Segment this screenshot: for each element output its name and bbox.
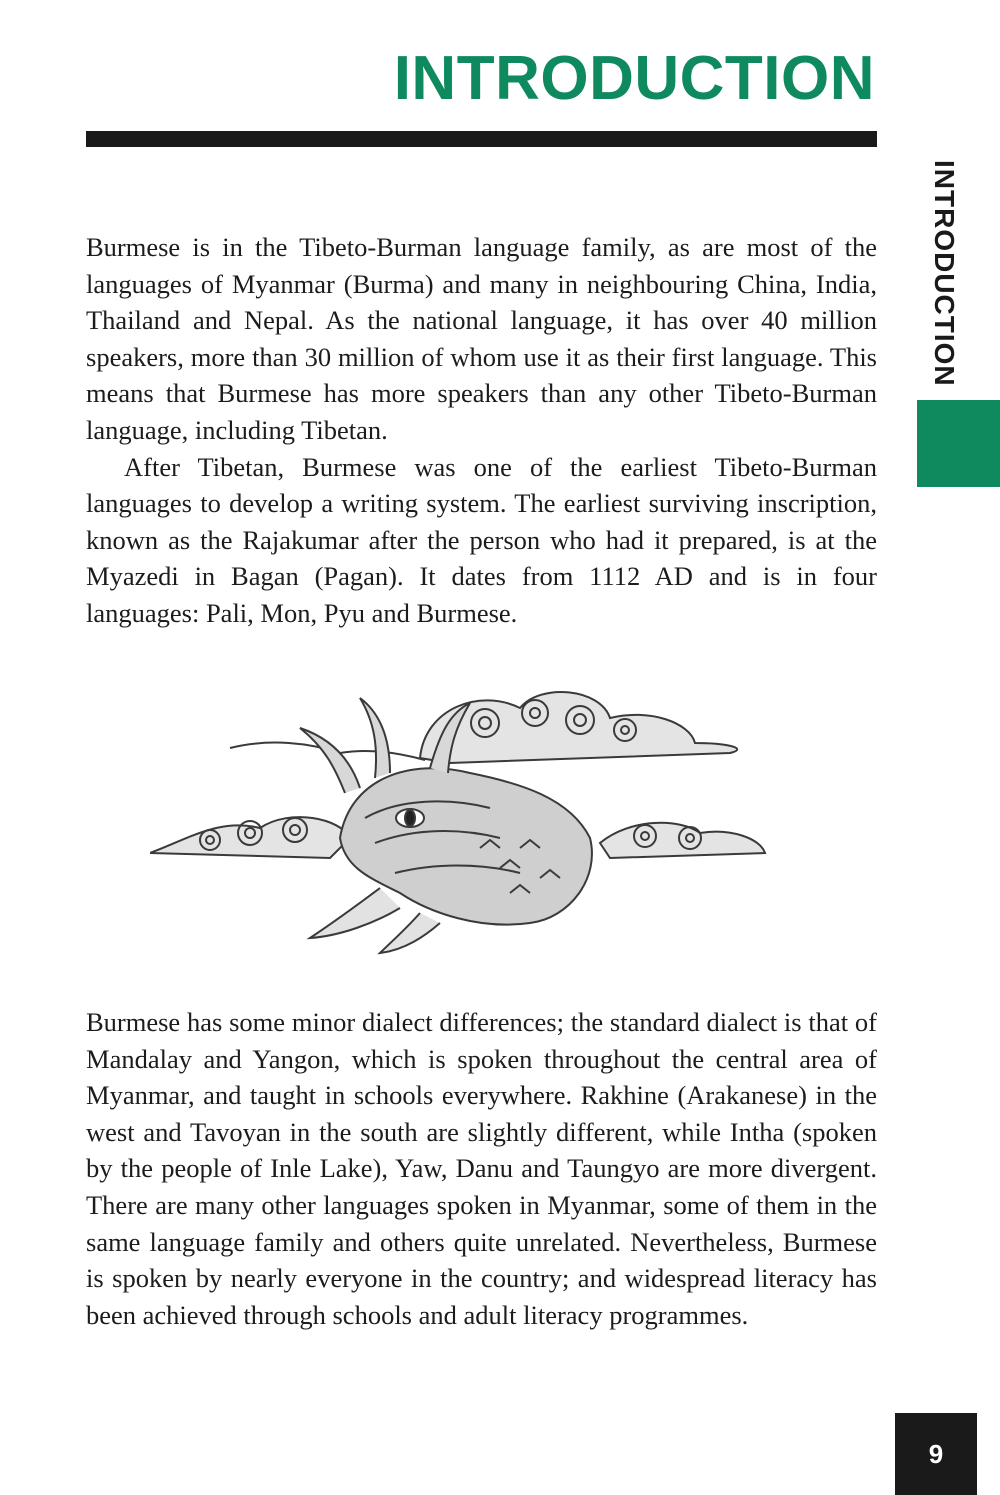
side-tab-marker bbox=[917, 400, 1000, 487]
page-number-box bbox=[895, 1413, 977, 1495]
dialect-section bbox=[86, 1004, 877, 1333]
naga-dragon-illustration bbox=[150, 668, 770, 968]
intro-section bbox=[86, 229, 877, 632]
page-title: INTRODUCTION bbox=[393, 44, 875, 113]
title-rule bbox=[86, 131, 877, 147]
side-tab-label: INTRODUCTION bbox=[929, 160, 960, 387]
page-number: 9 bbox=[928, 1438, 944, 1469]
paragraph: After Tibetan, Burmese was one of the earliest Tibeto-Burman languages to develop a writing system. The earliest surviving inscription, known as the Rajakumar after the person who had it prepared, is at the Myazedi in Bagan (Pagan). It dates from 1112 AD and is in four languages: Pali, Mon, Pyu and Burmese. bbox=[86, 451, 877, 628]
paragraph: Burmese has some minor dialect differences; the standard dialect is that of Mandalay and Yangon, which is spoken throughout the central area of Myanmar, and taught in schools everywhere. Rakhine (Arakanese) in the west and Tavoyan in the south are slightly different, while Intha (spoken by the people of Inle Lake), Yaw, Danu and Taungyo are more divergent. There are many other languages spoken in Myanmar, some of them in the same language family and others quite unrelated. Nevertheless, Burmese is spoken by nearly everyone in the country; and widespread literacy has been achieved through schools and adult literacy programmes. bbox=[86, 1007, 877, 1330]
paragraph: Burmese is in the Tibeto-Burman language family, as are most of the languages of Myanmar (Burma) and many in neighbouring China, India, Thailand and Nepal. As the national language, it has over 40 million speakers, more than 30 million of whom use it as their first language. This means that Burmese has more speakers than any other Tibeto-Burman language, including Tibetan. bbox=[86, 232, 877, 445]
